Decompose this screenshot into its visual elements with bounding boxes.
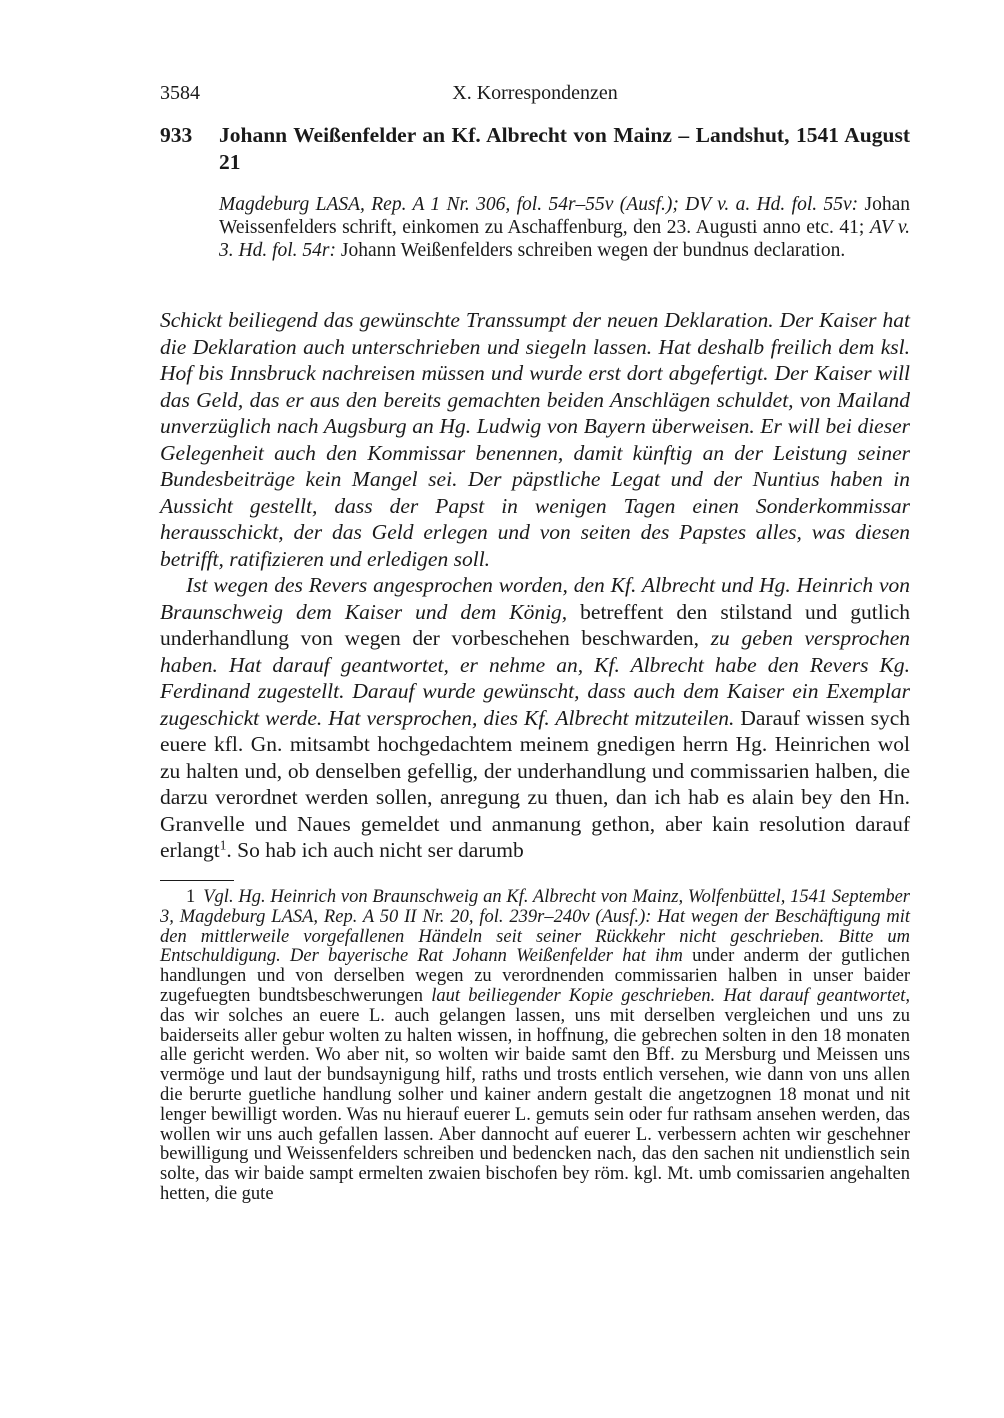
footnote-quote: under anderm der gutlichen handlungen und von derselben wegen zu verordnenden commissarien halben in unser baider zugefuegten bundtsbeschwerungen xyxy=(160,946,910,1006)
running-title: X. Korrespondenzen xyxy=(452,82,618,104)
page-number: 3584 xyxy=(160,82,200,104)
source-dorsal-note: Johan Weissenfelders schrift, einkomen zu Aschaffenburg, den 23. Augusti anno etc. 41; xyxy=(219,194,910,238)
quoted-text: . So hab ich auch nicht ser darumb xyxy=(226,838,524,862)
document-title: Johann Weißenfelder an Kf. Albrecht von Mainz – Landshut, 1541 August 21 xyxy=(219,123,910,174)
quoted-text: betreffent den stilstand und gutlich underhandlung von wegen der vorbeschehen beschwarden, xyxy=(160,599,910,650)
source-note xyxy=(219,193,910,262)
footnotes xyxy=(160,888,910,1205)
footnote-quote: das wir solches an euere L. auch gelangen lassen, uns mit derselben vergleichen und uns zu baiderseits aller gebur wolten zu halten wissen, in hoffnung, die gebrechen solten in den 18 monaten alle gericht werden. Wo aber nit, so wolten wir baide samt den Bff. zu Mersburg und Meissen uns vermöge und laut der bundsaynigung hilf, raths und trosts entlich versehen, wie dann von uns allen die berurte guetliche handlung solher und kainer andern gestalt die angetzognen 18 monat und nit lenger bewilligt worden. Was nu hierauf euerer L. gemuts sein oder fur rathsam ansehen werden, das wollen wir uns auch gefallen lassen. Aber dannocht auf euerer L. verbessern achten wir geschehner bewilligung und Weissenfelders schreiben und bedencken nach, das den sachen nit undienstlich sein solte, das wir baide sampt ermelten zwaien bischofen bey röm. kgl. Mt. umb comissarien angehalten hetten, die gute xyxy=(160,1005,910,1204)
source-address-note: Johann Weißenfelders schreiben wegen der bundnus declaration. xyxy=(336,240,846,261)
body-paragraph-2 xyxy=(160,572,910,864)
source-address-reference: AV v. 3. Hd. fol. 54r: xyxy=(219,217,910,261)
summary-text: Ist wegen des Revers angesprochen worden, den Kf. Albrecht und Hg. Heinrich von Braunschweig dem Kaiser und dem König, xyxy=(160,573,910,624)
document-number: 933 xyxy=(160,123,193,147)
quoted-text: Darauf wissen sych euere kfl. Gn. mitsambt hochgedachtem meinem gnedigen herrn Hg. Heinrichen wol zu halten und, ob denselben gefellig, der underhandlung und commissarien halben, die darzu verordnet werden sollen, anregung zu thuen, dan ich hab es alain bey den Hn. Granvelle und Naues gemeldet und anmanung gethon, aber kain resolution darauf erlangt xyxy=(160,705,910,862)
body-paragraph-1: Schickt beiliegend das gewünschte Transsumpt der neuen Deklaration. Der Kaiser hat die Deklaration auch unterschrieben und siegeln lassen. Hat deshalb freilich dem ksl. Hof bis Innsbruck nachreisen müssen und wurde erst dort abgefertigt. Der Kaiser will das Geld, das er aus den bereits gemachten beiden Anschlägen schuldet, von Mailand unverzüglich nach Augsburg an Hg. Ludwig von Bayern überweisen. Er will bei dieser Gelegenheit auch den Kommissar benennen, damit künftig an der Leistung seiner Bundesbeiträge kein Mangel sei. Der päpstliche Legat und der Nuntius haben in Aussicht gestellt, dass der Papst in wenigen Tagen einen Sonderkommissar herausschickt, der das Geld erlegen und von seiten des Papstes alles, was diesen betrifft, ratifizieren und erledigen soll. xyxy=(160,308,910,571)
running-head xyxy=(160,82,910,108)
source-archive-reference: Magdeburg LASA, Rep. A 1 Nr. 306, fol. 54r–55v (Ausf.); DV v. a. Hd. fol. 55v: xyxy=(219,194,859,215)
summary-text: zu geben versprochen haben. Hat darauf geantwortet, er nehme an, Kf. Albrecht habe den Revers Kg. Ferdinand zugestellt. Darauf wurde gewünscht, dass auch dem Kaiser ein Exemplar zugeschickt werde. Hat versprochen, dies Kf. Albrecht mitzuteilen. xyxy=(160,626,910,730)
body-text xyxy=(160,307,910,864)
footnote-summary: laut beiliegender Kopie geschrieben. Hat darauf geantwortet, xyxy=(431,985,910,1006)
footnote-divider xyxy=(160,880,234,881)
footnote-summary: Vgl. Hg. Heinrich von Braunschweig an Kf. Albrecht von Mainz, Wolfenbüttel, 1541 September 3, Magdeburg LASA, Rep. A 50 II Nr. 20, fol. 239r–240v (Ausf.): Hat wegen der Beschäftigung mit den mittlerweile vorgefallenen Händeln seit seiner Rückkehr nicht geschrieben. Bitte um Entschuldigung. Der bayerische Rat Johann Weißenfelder hat ihm xyxy=(160,887,910,967)
footnote-1 xyxy=(160,888,910,1205)
footnote-mark: 1 xyxy=(186,887,196,907)
footnote-reference[interactable]: 1 xyxy=(219,837,227,853)
